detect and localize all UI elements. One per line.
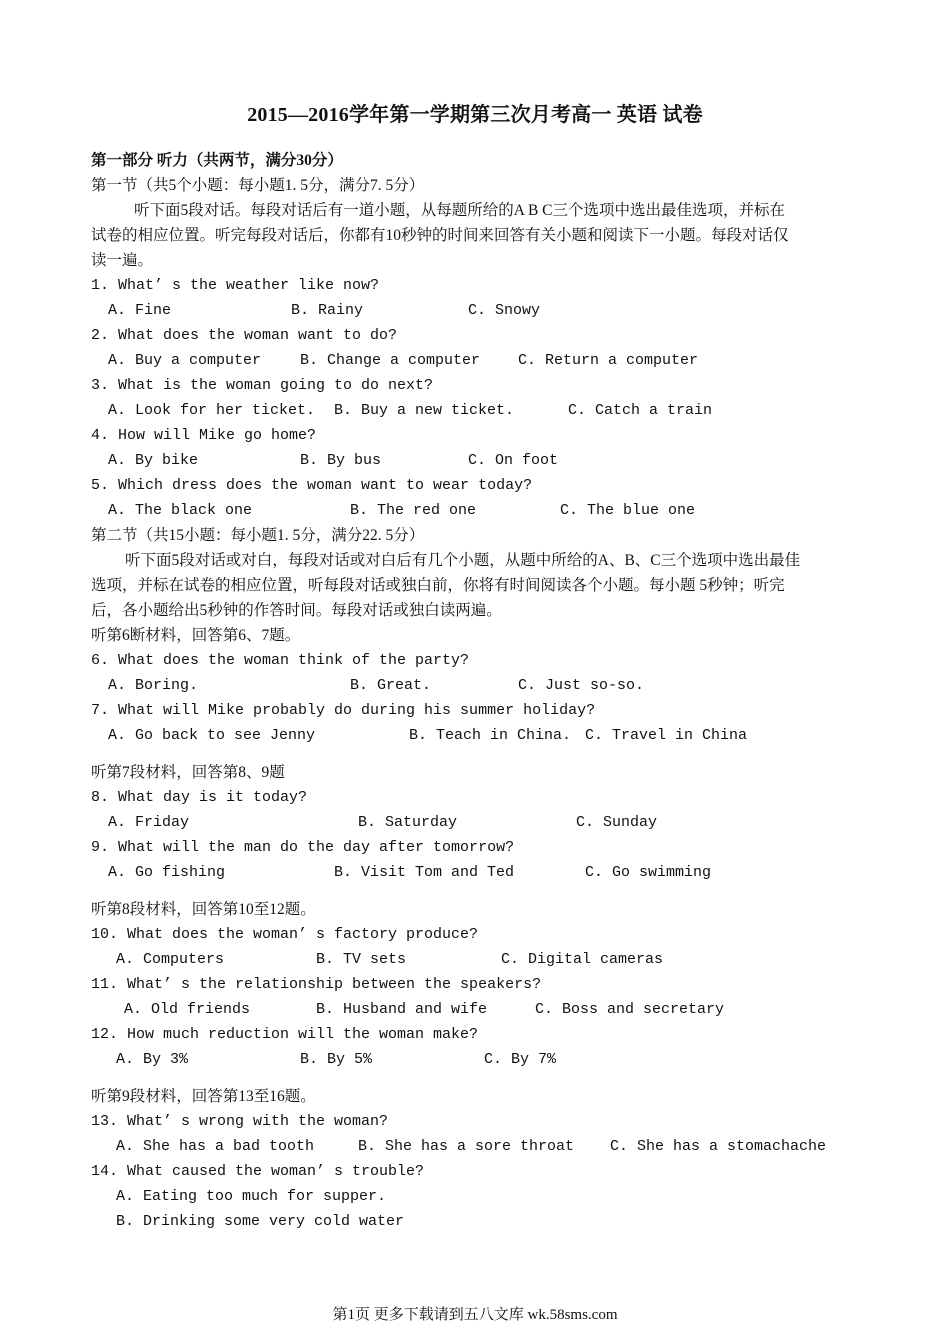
question-stem: 9. What will the man do the day after tomorrow? xyxy=(91,839,515,856)
question-stem: 6. What does the woman think of the party? xyxy=(91,652,470,669)
option-b: B. Rainy xyxy=(291,302,364,319)
option-c: C. Go swimming xyxy=(585,864,712,881)
option-c: C. Sunday xyxy=(576,814,658,831)
option-a: A. Computers xyxy=(116,951,225,968)
option-c: C. The blue one xyxy=(560,502,696,519)
option-c: C. By 7% xyxy=(484,1051,557,1068)
option-a: A. Boring. xyxy=(108,677,199,694)
option-b: B. By bus xyxy=(300,452,382,469)
option-b: B. Great. xyxy=(350,677,432,694)
question-stem: 4. How will Mike go home? xyxy=(91,427,317,444)
option-a: A. Old friends xyxy=(124,1001,251,1018)
option-a: A. By bike xyxy=(108,452,199,469)
question-stem: 13. What’ s wrong with the woman? xyxy=(91,1113,389,1130)
question-stem: 12. How much reduction will the woman make? xyxy=(91,1026,479,1043)
option-a: A. Go back to see Jenny xyxy=(108,727,316,744)
option-a: A. Look for her ticket. xyxy=(108,402,316,419)
option-a: A. Eating too much for supper. xyxy=(116,1188,387,1205)
section2-instruction-line: 听下面5段对话或对白，每段对话或对白后有几个小题，从题中所给的A、B、C三个选项中选出最佳 xyxy=(125,552,801,569)
question-stem: 14. What caused the woman’ s trouble? xyxy=(91,1163,425,1180)
section1-instruction-line: 读一遍。 xyxy=(91,252,154,269)
group-heading: 听第8段材料，回答第10至12题。 xyxy=(91,901,316,918)
question-stem: 11. What’ s the relationship between the speakers? xyxy=(91,976,542,993)
option-c: C. Snowy xyxy=(468,302,541,319)
question-stem: 1. What’ s the weather like now? xyxy=(91,277,380,294)
option-b: B. Drinking some very cold water xyxy=(116,1213,405,1230)
option-b: B. Husband and wife xyxy=(316,1001,488,1018)
option-c: C. Boss and secretary xyxy=(535,1001,725,1018)
question-stem: 5. Which dress does the woman want to wear today? xyxy=(91,477,533,494)
question-stem: 2. What does the woman want to do? xyxy=(91,327,398,344)
option-a: A. Friday xyxy=(108,814,190,831)
option-b: B. The red one xyxy=(350,502,477,519)
option-c: C. Return a computer xyxy=(518,352,699,369)
option-b: B. She has a sore throat xyxy=(358,1138,575,1155)
option-a: A. The black one xyxy=(108,502,253,519)
question-stem: 8. What day is it today? xyxy=(91,789,308,806)
option-c: C. On foot xyxy=(468,452,559,469)
option-a: A. Buy a computer xyxy=(108,352,262,369)
option-b: B. By 5% xyxy=(300,1051,373,1068)
part1-heading: 第一部分 听力（共两节，满分30分） xyxy=(91,152,343,169)
section1-instruction-line: 听下面5段对话。每段对话后有一道小题，从每题所给的A B C三个选项中选出最佳选项，并标在 xyxy=(134,202,786,219)
option-a: A. Go fishing xyxy=(108,864,226,881)
option-c: C. Just so-so. xyxy=(518,677,645,694)
page-footer: 第1页 更多下载请到五八文库 wk.58sms.com xyxy=(332,1307,618,1323)
option-a: A. By 3% xyxy=(116,1051,189,1068)
option-a: A. Fine xyxy=(108,302,172,319)
section2-heading: 第二节（共15小题：每小题1. 5分，满分22. 5分） xyxy=(91,527,425,544)
option-b: B. Saturday xyxy=(358,814,458,831)
group-heading: 听第9段材料，回答第13至16题。 xyxy=(91,1088,316,1105)
question-stem: 10. What does the woman’ s factory produce? xyxy=(91,926,479,943)
option-b: B. Teach in China. xyxy=(409,727,572,744)
option-b: B. Change a computer xyxy=(300,352,481,369)
option-c: C. She has a stomachache xyxy=(610,1138,827,1155)
option-b: B. Buy a new ticket. xyxy=(334,402,515,419)
question-stem: 7. What will Mike probably do during his summer holiday? xyxy=(91,702,596,719)
option-b: B. TV sets xyxy=(316,951,407,968)
option-c: C. Travel in China xyxy=(585,727,748,744)
group-heading: 听第7段材料，回答第8、9题 xyxy=(91,764,285,781)
section2-instruction-line: 后，各小题给出5秒钟的作答时间。每段对话或独白读两遍。 xyxy=(91,602,502,619)
group-heading: 听第6断材料，回答第6、7题。 xyxy=(91,627,301,644)
option-c: C. Catch a train xyxy=(568,402,713,419)
option-b: B. Visit Tom and Ted xyxy=(334,864,515,881)
section2-instruction-line: 选项，并标在试卷的相应位置，听每段对话或独白前，你将有时间阅读各个小题。每小题 5秒钟；听完 xyxy=(91,577,785,594)
question-stem: 3. What is the woman going to do next? xyxy=(91,377,434,394)
option-c: C. Digital cameras xyxy=(501,951,664,968)
page-title: 2015—2016学年第一学期第三次月考高一 英语 试卷 xyxy=(247,104,703,126)
section1-instruction-line: 试卷的相应位置。听完每段对话后，你都有10秒钟的时间来回答有关小题和阅读下一小题。每段对话仅 xyxy=(91,227,789,244)
option-a: A. She has a bad tooth xyxy=(116,1138,315,1155)
section1-heading: 第一节（共5个小题：每小题1. 5分，满分7. 5分） xyxy=(91,177,425,194)
